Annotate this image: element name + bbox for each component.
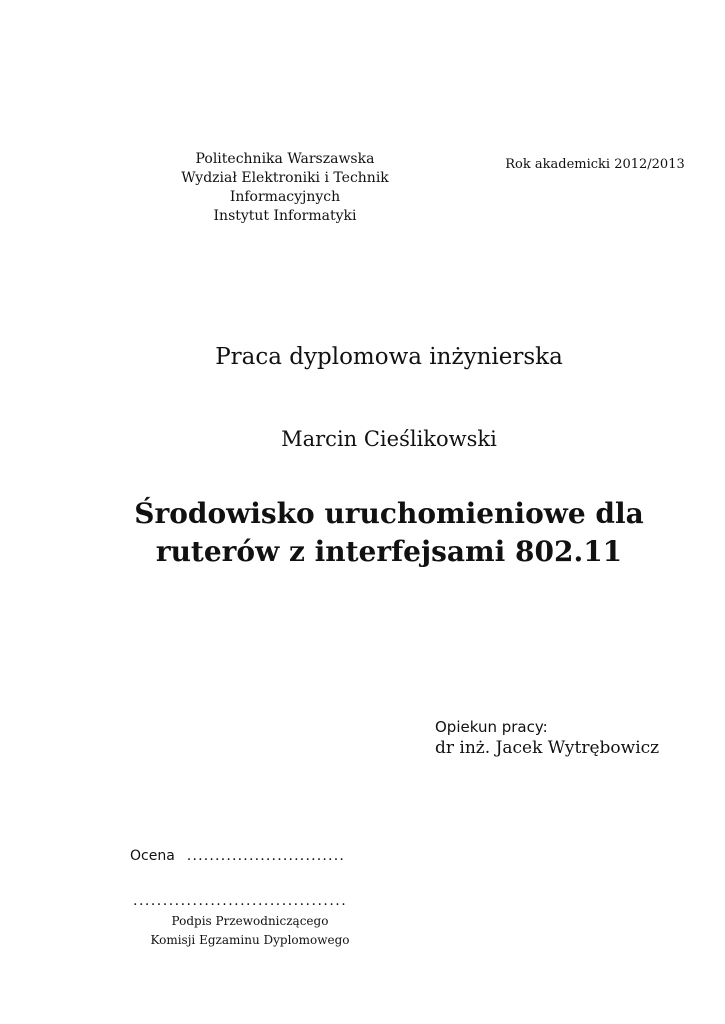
author-name: Marcin Cieślikowski [281, 427, 497, 451]
supervisor-label: Opiekun pracy: [435, 718, 548, 736]
signature-caption [140, 912, 360, 950]
signature-caption-line1: Podpis Przewodniczącego [171, 914, 329, 928]
university-block [150, 150, 420, 226]
thesis-type: Praca dyplomowa inżynierska [215, 344, 563, 370]
supervisor-name: dr inż. Jacek Wytrębowicz [435, 738, 660, 758]
signature-line: .................................... [133, 893, 348, 909]
faculty-name-line2: Informacyjnych [229, 189, 341, 205]
university-name: Politechnika Warszawska [195, 151, 375, 167]
faculty-name-line1: Wydział Elektroniki i Technik [181, 170, 389, 186]
grade-line [130, 848, 345, 864]
thesis-title-line1: Środowisko uruchomieniowe dla [134, 497, 644, 530]
signature-caption-line2: Komisji Egzaminu Dyplomowego [150, 933, 350, 947]
thesis-title-line2: ruterów z interfejsami 802.11 [155, 535, 623, 568]
institute-name: Instytut Informatyki [213, 208, 357, 224]
grade-dots: ............................ [186, 848, 346, 864]
academic-year: Rok akademicki 2012/2013 [505, 157, 685, 172]
grade-label: Ocena [130, 848, 175, 864]
thesis-title [0, 495, 725, 571]
